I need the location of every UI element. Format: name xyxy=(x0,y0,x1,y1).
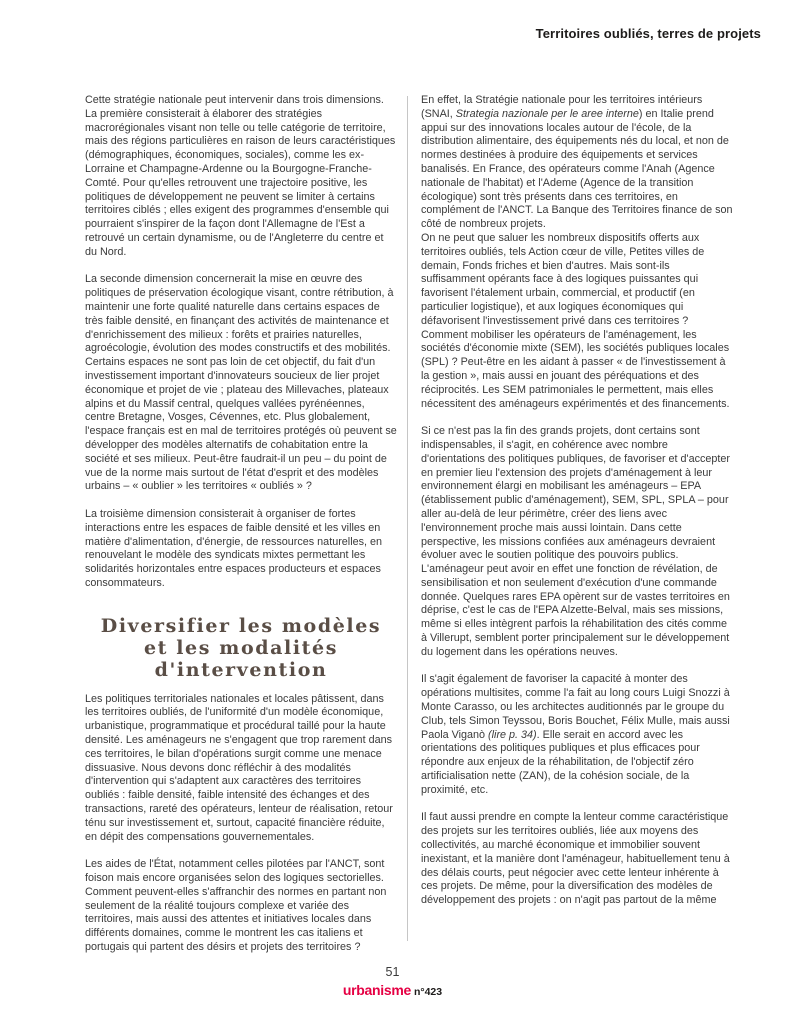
paragraph: Il faut aussi prendre en compte la lenteur comme caractéristique des projets sur les territoires oubliés, liée aux moyens des collectivités, au marché économique et immobilier souvent inexistant, et la manière dont l'aménageur, habituellement tenu à des délais courts, peut négocier avec cette lenteur inhérente à ces projets. De même, pour la diversification des modèles de développement des projets : on n'agit pas partout de la même xyxy=(421,811,730,907)
issue-number: n°423 xyxy=(413,986,443,998)
magazine-name: urbanisme xyxy=(342,982,411,998)
page-number: 51 xyxy=(385,965,400,979)
paragraph xyxy=(421,673,733,797)
paragraph: Cette stratégie nationale peut intervenir dans trois dimensions. La première consisterait à élaborer des stratégies macrorégionales visant non telle ou telle catégorie de territoire, mais des régions particulières en raison de leurs caractéristiques (démographiques, économiques, sociales), comme les ex-Lorraine et Champagne-Ardenne ou la Bourgogne-Franche-Comté. Pour qu'elles retrouvent une trajectoire positive, les politiques de développement ne peuvent se limiter à certains territoires ciblés ; elles exigent des programmes d'ensemble qui pourraient s'inspirer de la façon dont l'Allemagne de l'Est a retrouvé un certain dynamisme, ou de l'Angleterre du centre et du Nord. xyxy=(85,94,396,258)
right-column xyxy=(421,94,733,908)
section-heading-line2: et les modalités d'intervention xyxy=(143,636,339,681)
page-footer xyxy=(0,965,785,1000)
paragraph: La seconde dimension concernerait la mise en œuvre des politiques de préservation écologique visant, contre rétribution, à maintenir une forte qualité naturelle dans certains espaces de très faible densité, en finançant des activités de maintenance et d'enrichissement des milieux : forêts et prairies naturelles, agroécologie, évolution des modes constructifs et des mobilités. Certains espaces ne sont pas loin de cet objectif, du fait d'un investissement important d'innovateurs soucieux de lier projet économique et projet de vie ; plateau des Millevaches, plateaux alpins et du Massif central, quelques vallées pyrénéennes, centre Bretagne, Vosges, Cévennes, etc. Plus globalement, l'espace français est en mal de territoires protégés où peuvent se développer des modèles alternatifs de cohabitation entre la société et ses milieux. Peut-être faudrait-il un peu – du point de vue de la norme mais surtout de l'état d'esprit et des modèles urbains – « oublier » les territoires « oubliés » ? xyxy=(85,273,397,493)
paragraph: La troisième dimension consisterait à organiser de fortes interactions entre les espaces de faible densité et les villes en matière d'alimentation, d'énergie, de ressources naturelles, en renouvelant le modèle des syndicats mixtes permettant les solidarités horizontales entre espaces producteurs et espaces consommateurs. xyxy=(85,507,383,589)
paragraph: Les politiques territoriales nationales et locales pâtissent, dans les territoires oubliés, de l'uniformité d'un modèle économique, urbanistique, programmatique et procédural taillé pour la haute densité. Les aménageurs ne s'engagent que trop rarement dans ces territoires, le bilan d'opérations surgit comme une menace dissuasive. Nous devons donc réfléchir à des modalités d'intervention qui s'adaptent aux caractères des territoires oubliés : faible densité, faible intensité des échanges et des transactions, rareté des opérateurs, lenteur de réalisation, retour ténu sur investissement et, surtout, capacité financière réduite, en dépit des compensations gouvernementales. xyxy=(85,692,393,843)
paragraph xyxy=(421,94,733,232)
italic-cross-reference: (lire p. 34) xyxy=(488,728,537,741)
section-heading xyxy=(85,615,397,681)
paragraph: Les aides de l'État, notamment celles pilotées par l'ANCT, sont foison mais encore organisées selon des logiques sectorielles. Comment peuvent-elles s'affranchir des normes en partant non seulement de la réalité toujours complexe et variée des territoires, mais aussi des attentes et initiatives locales dans différents domaines, comme le montrent les cas italiens et portugais qui partent des désirs et projets des territoires ? xyxy=(85,858,387,954)
italic-citation: Strategia nazionale per le aree interne xyxy=(455,107,639,120)
column-divider xyxy=(407,96,408,941)
paragraph-text: . Elle serait en accord avec les orientations des politiques publiques et plus efficaces pour répondre aux enjeux de la réhabilitation, de l'objectif zéro artificialisation nette (ZAN), de la cohésion sociale, de la proximité, etc. xyxy=(421,728,700,796)
paragraph: Si ce n'est pas la fin des grands projets, dont certains sont indispensables, il s'agit, en cohérence avec nombre d'orientations des politiques publiques, de favoriser et d'accepter en premier lieu l'extension des projets d'aménagement à leur environnement élargi en mobilisant les aménageurs – EPA (établissement public d'aménagement), SEM, SPL, SPLA – pour aller au-delà de leur périmètre, créer des liens avec l'environnement proche mais aussi lointain. Dans cette perspective, les missions confiées aux aménageurs devraient évoluer avec le soutien politique des pouvoirs publics. L'aménageur peut avoir en effet une fonction de révélation, de sensibilisation et non seulement d'exécution d'une commande donnée. Quelques rares EPA opèrent sur de vastes territoires en déprise, c'est le cas de l'EPA Alzette-Belval, mais ses missions, même si elles intègrent parfois la réhabilitation des cités comme à Villerupt, semblent porter principalement sur le développement du logement dans les opérations neuves. xyxy=(421,425,731,658)
left-column xyxy=(85,94,397,955)
section-heading-line1: Diversifier les modèles xyxy=(100,614,382,637)
paragraph-text: En effet, la Stratégie nationale pour les territoires intérieurs (SNAI, xyxy=(421,94,703,120)
paragraph: On ne peut que saluer les nombreux dispositifs offerts aux territoires oubliés, tels Action cœur de ville, Petites villes de demain, Fonds friches et bien d'autres. Mais sont-ils suffisamment opérants face à des logiques puissantes qui favorisent l'étalement urbain, commercial, et productif (en particulier logistique), et aux logiques économiques qui défavorisent l'investissement privé dans ces territoires ? Comment mobiliser les opérateurs de l'aménagement, les sociétés d'économie mixte (SEM), les sociétés publiques locales (SPL) ? Peut-être en les aidant à passer « de l'investissement à la gestion », mais aussi en jouant des péréquations et des réciprocités. Les SEM patrimoniales le permettent, mais elles nécessitent des aménageurs expérimentés et des financements. xyxy=(421,231,730,410)
paragraph-text: Il s'agit également de favoriser la capacité à monter des opérations multisites, comme l'a fait au long cours Luigi Snozzi à Monte Carasso, ou les architectes auditionnés par le groupe du Club, tels Simon Teyssou, Boris Bouchet, Félix Mulle, mais aussi Paola Viganò xyxy=(421,673,730,741)
running-header-title: Territoires oubliés, terres de projets xyxy=(535,26,761,41)
paragraph-text: ) en Italie prend appui sur des innovations locales autour de l'école, de la distribution alimentaire, des équipements nés du local, et non de normes destinées à produire des équipements et services banalisés. En France, des opérateurs comme l'Anah (Agence nationale de l'habitat) et l'Ademe (Agence de la transition écologique) sont très présents dans ces territoires, en complément de l'ANCT. La Banque des Territoires finance de son côté de nombreux projets. xyxy=(421,107,733,231)
